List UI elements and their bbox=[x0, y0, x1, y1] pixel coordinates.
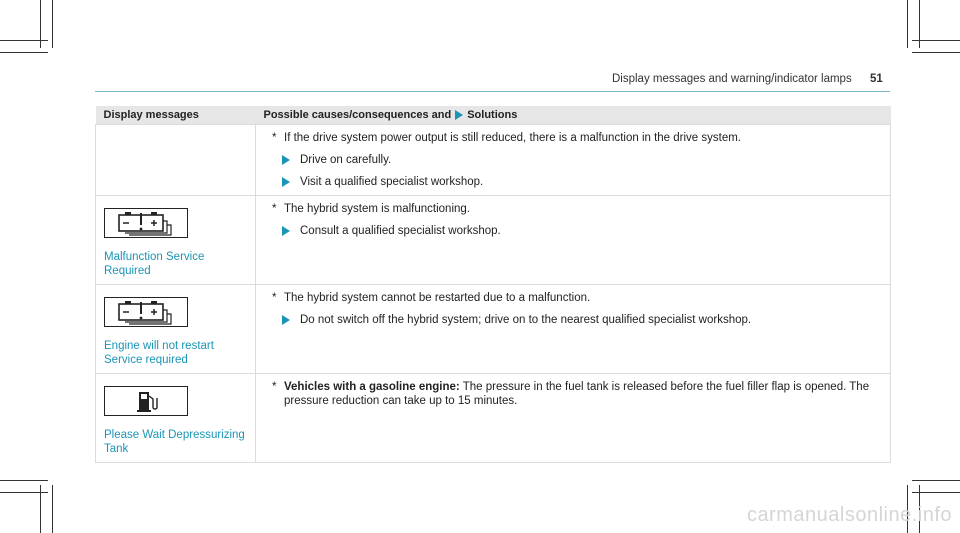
cause-cell bbox=[256, 374, 891, 463]
table-row bbox=[96, 285, 891, 374]
crop-mark bbox=[0, 52, 48, 53]
cause-item: * If the drive system power output is still reduced, there is a malfunction in the drive system. bbox=[272, 132, 742, 144]
cause-cell bbox=[256, 196, 891, 285]
column-header-messages: Display messages bbox=[96, 106, 256, 125]
cause-cell bbox=[256, 285, 891, 374]
crop-mark bbox=[912, 40, 960, 41]
cause-item: * The hybrid system is malfunctioning. bbox=[272, 203, 470, 215]
crop-mark bbox=[912, 492, 960, 493]
display-message-text: Please Wait Depressurizing Tank bbox=[104, 429, 245, 455]
message-cell bbox=[96, 125, 256, 196]
column-header-causes-text: Possible causes/consequences and bbox=[263, 109, 452, 121]
table-row bbox=[96, 125, 891, 196]
message-cell bbox=[96, 285, 256, 374]
header-rule bbox=[95, 91, 890, 92]
action-arrow-icon bbox=[282, 226, 290, 236]
cause-item: * Vehicles with a gasoline engine: The pressure in the fuel tank is released before the fuel filler flap is opened. The pressure reduction can take up to 15 minutes. bbox=[272, 381, 870, 407]
column-header-causes bbox=[256, 106, 891, 125]
fuel-pump-icon bbox=[104, 386, 188, 416]
watermark: carmanualsonline.info bbox=[746, 504, 952, 526]
crop-mark bbox=[0, 40, 48, 41]
table-row bbox=[96, 374, 891, 463]
hybrid-battery-warning-icon bbox=[104, 208, 188, 238]
display-message-text: Engine will not restart Service required bbox=[104, 340, 214, 366]
cause-cell bbox=[256, 125, 891, 196]
crop-mark bbox=[0, 492, 48, 493]
action-item bbox=[264, 313, 882, 327]
cause-text: The hybrid system cannot be restarted due to a malfunction. bbox=[284, 292, 591, 304]
action-item bbox=[264, 224, 882, 238]
cause-item: * The hybrid system cannot be restarted due to a malfunction. bbox=[272, 292, 591, 304]
display-message-text: Malfunction Service Required bbox=[104, 251, 205, 277]
action-arrow-icon bbox=[282, 155, 290, 165]
running-header: Display messages and warning/indicator lamps bbox=[612, 73, 852, 85]
action-arrow-icon bbox=[282, 315, 290, 325]
action-text: Consult a qualified specialist workshop. bbox=[300, 225, 501, 237]
action-item bbox=[264, 175, 882, 189]
display-messages-table bbox=[95, 106, 891, 463]
crop-mark bbox=[912, 480, 960, 481]
cause-text: The pressure in the fuel tank is released before the fuel filler flap is opened. The pressure reduction can take up to 15 minutes. bbox=[284, 381, 870, 407]
table-row bbox=[96, 196, 891, 285]
cause-lead-text: Vehicles with a gasoline engine: bbox=[284, 381, 460, 393]
hybrid-battery-warning-icon bbox=[104, 297, 188, 327]
solution-arrow-icon bbox=[455, 110, 463, 120]
crop-mark bbox=[52, 0, 53, 48]
table-header-row bbox=[96, 106, 891, 125]
message-cell bbox=[96, 374, 256, 463]
column-header-solutions-text: Solutions bbox=[467, 109, 518, 121]
crop-mark bbox=[52, 485, 53, 533]
action-text: Visit a qualified specialist workshop. bbox=[300, 176, 484, 188]
action-item bbox=[264, 153, 882, 167]
action-text: Drive on carefully. bbox=[300, 154, 392, 166]
message-cell bbox=[96, 196, 256, 285]
action-arrow-icon bbox=[282, 177, 290, 187]
action-text: Do not switch off the hybrid system; drive on to the nearest qualified specialist workshop. bbox=[300, 314, 752, 326]
crop-mark bbox=[0, 480, 48, 481]
cause-text: The hybrid system is malfunctioning. bbox=[284, 203, 470, 215]
crop-mark bbox=[912, 52, 960, 53]
page-number: 51 bbox=[870, 73, 883, 85]
crop-mark bbox=[907, 0, 908, 48]
cause-text: If the drive system power output is still reduced, there is a malfunction in the drive system. bbox=[284, 132, 742, 144]
